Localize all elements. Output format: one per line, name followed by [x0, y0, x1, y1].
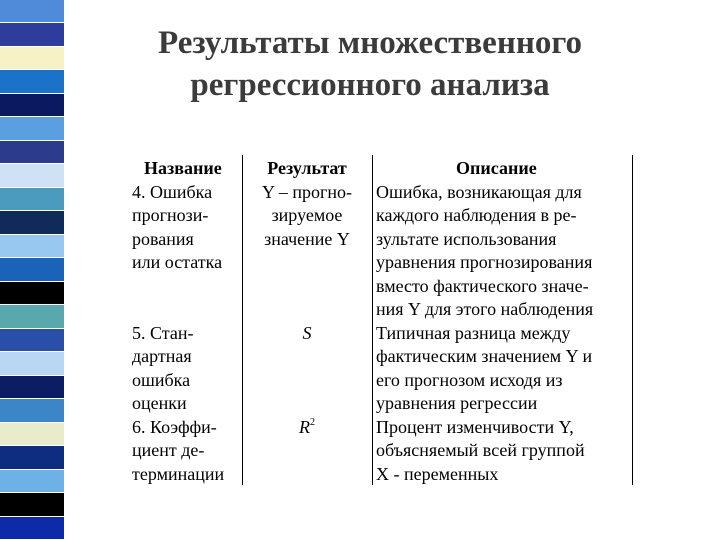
title-line-1: Результаты множественного [157, 25, 583, 61]
decorative-stripe [0, 0, 64, 23]
decorative-stripe [0, 282, 64, 305]
row1-name-line: или остатка [132, 252, 223, 272]
result-column [244, 157, 370, 439]
row1-name-line: 4. Ошибка [132, 181, 213, 202]
results-table [126, 155, 636, 485]
row3-description-line: X - переменных [376, 463, 499, 484]
row3-name-line: циент де- [132, 440, 205, 460]
decorative-stripe [0, 117, 64, 140]
decorative-stripe [0, 399, 64, 422]
row3-result-cell [244, 416, 370, 440]
decorative-stripe [0, 211, 64, 234]
decorative-stripe [0, 94, 64, 117]
row1-result-line: Y – прогно- [262, 181, 352, 202]
row2-description-line: его прогнозом исходя из [376, 369, 563, 390]
decorative-stripe [0, 164, 64, 187]
row2-name-line: оценки [132, 393, 187, 413]
row1-description-line: каждого наблюдения в ре- [376, 205, 577, 225]
row2-name-line: дартная [132, 346, 192, 366]
row3-name-line: 6. Коэффи- [132, 416, 217, 437]
row3-result-symbol: R [299, 416, 310, 437]
description-column [376, 157, 630, 486]
row1-description-line: Ошибка, возникающая для [376, 181, 582, 202]
decorative-stripe [0, 470, 64, 493]
row3-description-line: объясняемый всей группой [376, 440, 585, 460]
name-column [132, 157, 240, 486]
decorative-stripe [0, 235, 64, 258]
row2-name-line: 5. Стан- [132, 322, 194, 343]
decorative-stripe [0, 352, 64, 375]
decorative-stripe [0, 141, 64, 164]
row2-name-line: ошибка [132, 369, 191, 390]
decorative-stripe [0, 329, 64, 352]
slide-title [80, 22, 660, 106]
header-result: Результат [267, 158, 347, 178]
header-description: Описание [456, 158, 537, 178]
row1-description-line: зультате использования [376, 228, 557, 249]
row1-result-line: значение Y [264, 228, 350, 249]
decorative-stripe [0, 258, 64, 281]
row3-result-superscript: 2 [310, 416, 315, 428]
row1-description-line: вместо фактического значе- [376, 275, 589, 296]
decorative-stripe [0, 70, 64, 93]
decorative-stripe [0, 23, 64, 46]
row3-name-line: терминации [132, 463, 225, 484]
decorative-stripe [0, 517, 64, 540]
decorative-stripe [0, 446, 64, 469]
column-divider-3 [632, 155, 633, 485]
row2-description-line: уравнения регрессии [376, 393, 538, 413]
decorative-stripe [0, 305, 64, 328]
decorative-stripe [0, 493, 64, 516]
row2-description-line: фактическим значением Y и [376, 346, 593, 366]
row3-description-line: Процент изменчивости Y, [376, 416, 574, 437]
row1-description-line: ния Y для этого наблюдения [376, 299, 594, 319]
decorative-stripe [0, 47, 64, 70]
row1-description-line: уравнения прогнозирования [376, 252, 593, 272]
title-line-2: регрессионного анализа [190, 67, 550, 103]
row1-name-line: рования [132, 228, 194, 249]
decorative-stripe [0, 188, 64, 211]
column-divider-2 [372, 155, 373, 485]
decorative-stripe-bar [0, 0, 64, 540]
decorative-stripe [0, 423, 64, 446]
column-divider-1 [242, 155, 243, 485]
header-name: Название [144, 158, 222, 178]
row1-name-line: прогнози- [132, 205, 209, 225]
decorative-stripe [0, 376, 64, 399]
row1-result-line: зируемое [271, 205, 343, 225]
row2-result-symbol: S [302, 322, 312, 343]
row2-description-line: Типичная разница между [376, 322, 571, 343]
